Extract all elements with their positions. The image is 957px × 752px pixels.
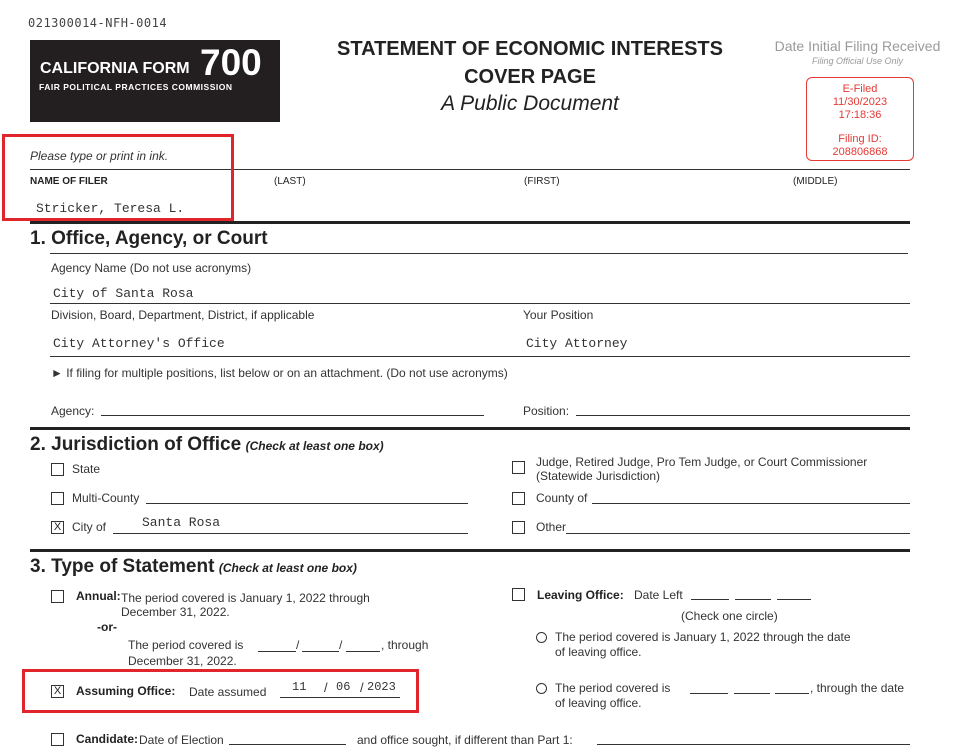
date-left-label: Date Left xyxy=(634,588,683,602)
divider xyxy=(30,549,910,552)
divider xyxy=(50,253,908,254)
city-value: Santa Rosa xyxy=(142,515,221,530)
section-2-sub: (Check at least one box) xyxy=(245,439,384,453)
cover-page-title: COVER PAGE xyxy=(464,66,596,88)
efiled-line: E-Filed xyxy=(842,83,878,95)
period-dd-field[interactable] xyxy=(302,651,339,652)
annual-text-2: December 31, 2022. xyxy=(121,605,230,619)
multiple-positions-note: ► If filing for multiple positions, list below or on an attachment. (Do not use acronyms) xyxy=(51,366,508,380)
first-name-label: (FIRST) xyxy=(524,176,560,187)
date-left-mm-field[interactable] xyxy=(691,599,729,600)
divider xyxy=(50,356,910,357)
judge-label: Judge, Retired Judge, Pro Tem Judge, or Court Commissioner xyxy=(536,455,868,469)
city-label: City of xyxy=(72,520,107,534)
date-left-yyyy-field[interactable] xyxy=(777,599,811,600)
efiled-stamp xyxy=(806,77,914,161)
divider xyxy=(50,303,910,304)
leaving-option-1-radio[interactable] xyxy=(536,632,547,643)
form-label: CALIFORNIA FORM xyxy=(40,60,190,77)
last-name-label: (LAST) xyxy=(274,176,306,187)
leaving-option-2-text-2: of leaving office. xyxy=(555,696,642,710)
date-received-label: Date Initial Filing Received xyxy=(774,38,941,54)
position-2-field[interactable] xyxy=(576,415,910,416)
divider xyxy=(30,221,910,224)
multi-county-checkbox[interactable] xyxy=(51,492,64,505)
period-yyyy-field[interactable] xyxy=(346,651,380,652)
annual-checkbox[interactable] xyxy=(51,590,64,603)
annual-label: Annual: xyxy=(76,589,121,603)
agency-2-label: Agency: xyxy=(51,404,95,418)
office-sought-label: and office sought, if different than Part 1: xyxy=(357,733,573,747)
city-checkbox[interactable]: X xyxy=(51,521,64,534)
leaving-option-1-text-2: of leaving office. xyxy=(555,645,642,659)
commission-label: FAIR POLITICAL PRACTICES COMMISSION xyxy=(39,82,233,92)
section-3-title: 3. Type of Statement xyxy=(30,556,215,577)
assuming-office-label: Assuming Office: xyxy=(76,684,176,698)
filing-id-label: Filing ID: xyxy=(838,133,882,145)
section-1-title: 1. Office, Agency, or Court xyxy=(30,228,268,249)
division-label: Division, Board, Department, District, if applicable xyxy=(51,308,315,322)
section-2-title: 2. Jurisdiction of Office xyxy=(30,434,242,455)
period-mm-field[interactable] xyxy=(258,651,296,652)
date-sep: / xyxy=(324,680,328,695)
leaving-option-2-mm-field[interactable] xyxy=(690,693,728,694)
period-sep-1: / xyxy=(296,638,300,652)
multi-county-label: Multi-County xyxy=(72,491,140,505)
leaving-option-2-dd-field[interactable] xyxy=(734,693,770,694)
leaving-option-2-yyyy-field[interactable] xyxy=(775,693,809,694)
candidate-checkbox[interactable] xyxy=(51,733,64,746)
period-through: , through xyxy=(381,638,429,652)
leaving-office-label: Leaving Office: xyxy=(537,588,624,602)
filing-id-value: 208806868 xyxy=(832,146,888,158)
or-label: -or- xyxy=(97,620,117,634)
judge-label-sub: (Statewide Jurisdiction) xyxy=(536,469,661,483)
document-id: 021300014-NFH-0014 xyxy=(28,16,168,30)
leaving-option-2-text: The period covered is xyxy=(555,681,671,695)
date-assumed-mm: 11 xyxy=(292,680,307,694)
period-sep-2: / xyxy=(339,638,343,652)
statement-title: STATEMENT OF ECONOMIC INTERESTS xyxy=(337,38,723,60)
leaving-option-2-radio[interactable] xyxy=(536,683,547,694)
highlight-box xyxy=(2,134,234,221)
date-of-election-field[interactable] xyxy=(229,744,346,745)
state-checkbox[interactable] xyxy=(51,463,64,476)
leaving-office-checkbox[interactable] xyxy=(512,588,525,601)
candidate-label: Candidate: xyxy=(76,732,139,746)
leaving-option-2-through: , through the date xyxy=(810,681,905,695)
state-label: State xyxy=(72,462,101,476)
efiled-time: 17:18:36 xyxy=(838,109,882,121)
date-left-dd-field[interactable] xyxy=(735,599,771,600)
check-one-label: (Check one circle) xyxy=(681,609,778,623)
form-number: 700 xyxy=(200,42,262,83)
other-checkbox[interactable] xyxy=(512,521,525,534)
middle-name-label: (MIDDLE) xyxy=(793,176,838,187)
leaving-option-1-text: The period covered is January 1, 2022 through the date xyxy=(555,630,851,644)
position-value: City Attorney xyxy=(526,336,628,351)
other-field[interactable] xyxy=(566,533,910,534)
efiled-date: 11/30/2023 xyxy=(832,96,888,108)
division-value: City Attorney's Office xyxy=(53,336,225,351)
agency-name-value: City of Santa Rosa xyxy=(53,286,194,301)
date-of-election-label: Date of Election xyxy=(139,733,224,747)
date-assumed-dd: 06 xyxy=(336,680,351,694)
assuming-office-checkbox[interactable]: X xyxy=(51,685,64,698)
multi-county-field[interactable] xyxy=(146,503,468,504)
public-document-subtitle: A Public Document xyxy=(441,92,619,115)
instruction-text: Please type or print in ink. xyxy=(30,149,169,163)
section-2-heading xyxy=(30,434,384,456)
date-sep: / xyxy=(360,680,364,695)
filer-name-value: Stricker, Teresa L. xyxy=(36,201,185,216)
county-label: County of xyxy=(536,491,588,505)
your-position-label: Your Position xyxy=(523,308,594,322)
position-2-label: Position: xyxy=(523,404,570,418)
office-sought-field[interactable] xyxy=(597,744,910,745)
county-field[interactable] xyxy=(592,503,910,504)
period-text-2: December 31, 2022. xyxy=(128,654,237,668)
period-text xyxy=(128,638,243,652)
filing-official-note: Filing Official Use Only xyxy=(811,56,904,66)
highlight-box xyxy=(22,669,419,713)
county-checkbox[interactable] xyxy=(512,492,525,505)
other-label: Other xyxy=(536,520,567,534)
city-field[interactable] xyxy=(113,533,468,534)
name-of-filer-label: NAME OF FILER xyxy=(30,176,108,187)
section-3-heading xyxy=(30,556,357,578)
agency-name-label: Agency Name (Do not use acronyms) xyxy=(51,261,252,275)
annual-text: The period covered is January 1, 2022 through xyxy=(121,591,370,605)
judge-checkbox[interactable] xyxy=(512,461,525,474)
agency-2-field[interactable] xyxy=(101,415,484,416)
date-assumed-label: Date assumed xyxy=(189,685,267,699)
period-text-a: The period covered is xyxy=(128,638,244,652)
section-3-sub: (Check at least one box) xyxy=(218,561,357,575)
divider xyxy=(30,427,910,430)
date-assumed-yyyy: 2023 xyxy=(367,680,396,694)
form-title-box xyxy=(30,40,280,122)
